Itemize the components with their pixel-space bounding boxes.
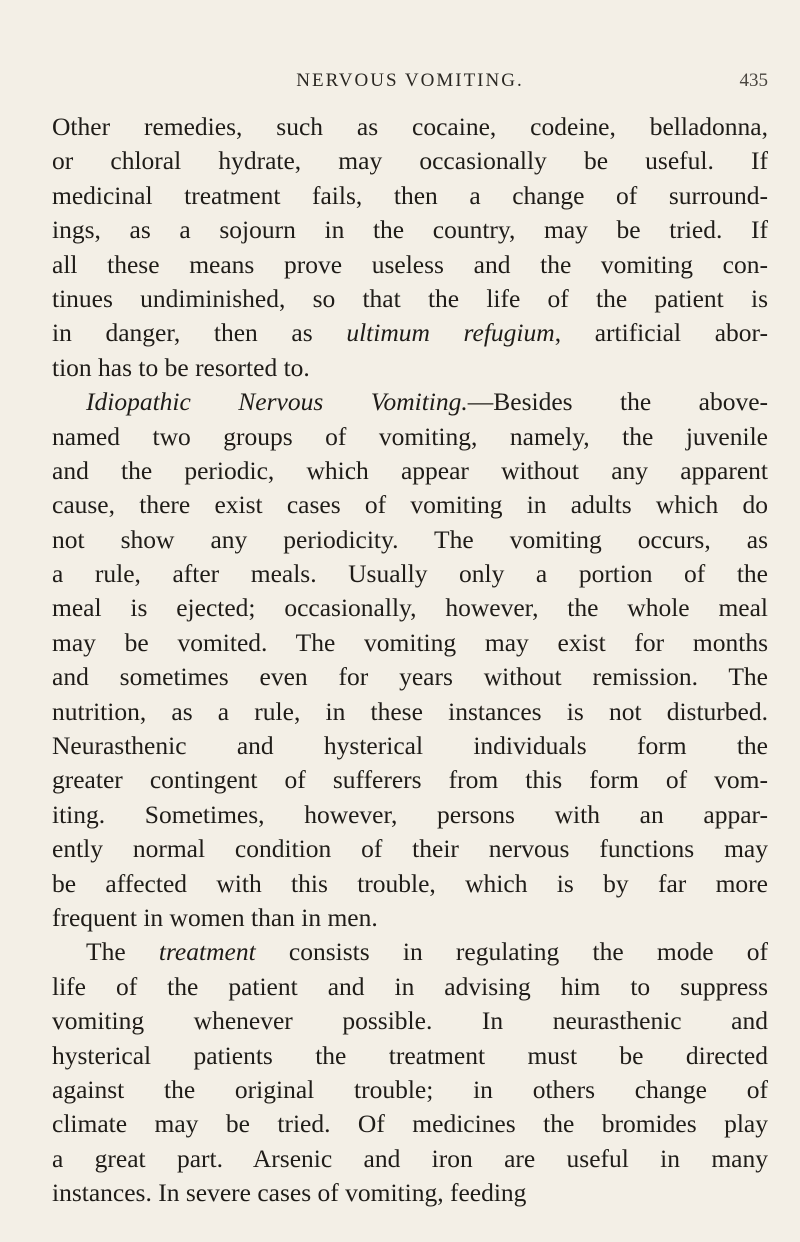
text-line [52,1039,768,1073]
text-line [52,1176,768,1210]
text-run: iting. Sometimes, however, persons with an appar- [52,799,768,829]
text-run: in danger, then as [52,318,347,348]
text-run: instances. In severe cases of vomiting, feeding [52,1178,527,1208]
text-run: cause, there exist cases of vomiting in adults which do [52,490,768,520]
page-number: 435 [739,70,768,91]
text-line [52,1073,768,1107]
text-line [52,626,768,660]
text-line [52,1004,768,1038]
text-line [52,385,768,419]
text-line [52,213,768,247]
text-run: may be vomited. The vomiting may exist for months [52,627,768,657]
text-line [52,901,768,935]
body-text [52,110,768,1211]
text-run: tinues undiminished, so that the life of the patient is [52,283,768,313]
text-run: life of the patient and in advising him to suppress [52,971,768,1001]
text-run: The [86,937,159,967]
text-line [52,798,768,832]
italic-run: ultimum refugium [346,318,555,348]
running-head [52,70,768,100]
text-run: Neurasthenic and hysterical individuals form the [52,731,768,761]
text-run: consists in regulating the mode of [255,937,768,967]
text-line [52,282,768,316]
text-run: vomiting whenever possible. In neurasthenic and [52,1006,768,1036]
text-line [52,557,768,591]
text-line [52,488,768,522]
text-run: or chloral hydrate, may occasionally be useful. If [52,146,768,176]
text-line [52,591,768,625]
text-line [52,523,768,557]
text-run: meal is ejected; occasionally, however, the whole meal [52,593,768,623]
text-run: greater contingent of sufferers from this form of vom- [52,765,768,795]
text-line [52,695,768,729]
text-line [52,179,768,213]
text-run: climate may be tried. Of medicines the bromides play [52,1109,768,1139]
text-run: frequent in women than in men. [52,902,378,932]
text-line [52,316,768,350]
text-line [52,351,768,385]
text-run: —Besides the above- [467,387,768,417]
text-run: against the original trouble; in others change of [52,1074,768,1104]
text-run: not show any periodicity. The vomiting occurs, as [52,524,768,554]
text-run: all these means prove useless and the vomiting con- [52,249,768,279]
text-run: hysterical patients the treatment must be directed [52,1040,768,1070]
text-run: a rule, after meals. Usually only a portion of the [52,559,768,589]
text-line [52,144,768,178]
running-title: NERVOUS VOMITING. [296,70,524,91]
text-run: be affected with this trouble, which is by far more [52,868,768,898]
text-run: a great part. Arsenic and iron are useful in many [52,1143,768,1173]
text-line [52,454,768,488]
text-run: Other remedies, such as cocaine, codeine, belladonna, [52,112,768,141]
text-run: medicinal treatment fails, then a change of surround- [52,180,768,210]
text-line [52,970,768,1004]
text-line [52,832,768,866]
text-line [52,1107,768,1141]
italic-run: treatment [158,937,256,967]
text-run: and sometimes even for years without remission. The [52,662,768,692]
text-run: named two groups of vomiting, namely, the juvenile [52,421,768,451]
text-line [52,110,768,144]
text-line [52,867,768,901]
text-line [52,420,768,454]
text-line [52,660,768,694]
text-run: and the periodic, which appear without any apparent [52,455,768,485]
text-run: tion has to be resorted to. [52,352,310,382]
text-run: , artificial abor- [554,318,768,348]
italic-run: Idiopathic Nervous Vomiting. [86,387,468,417]
text-line [52,763,768,797]
text-run: ings, as a sojourn in the country, may be tried. If [52,215,768,245]
text-line [52,1142,768,1176]
text-line [52,935,768,969]
text-line [52,248,768,282]
text-run: ently normal condition of their nervous functions may [52,834,768,864]
text-run: nutrition, as a rule, in these instances is not disturbed. [52,696,768,726]
text-line [52,729,768,763]
